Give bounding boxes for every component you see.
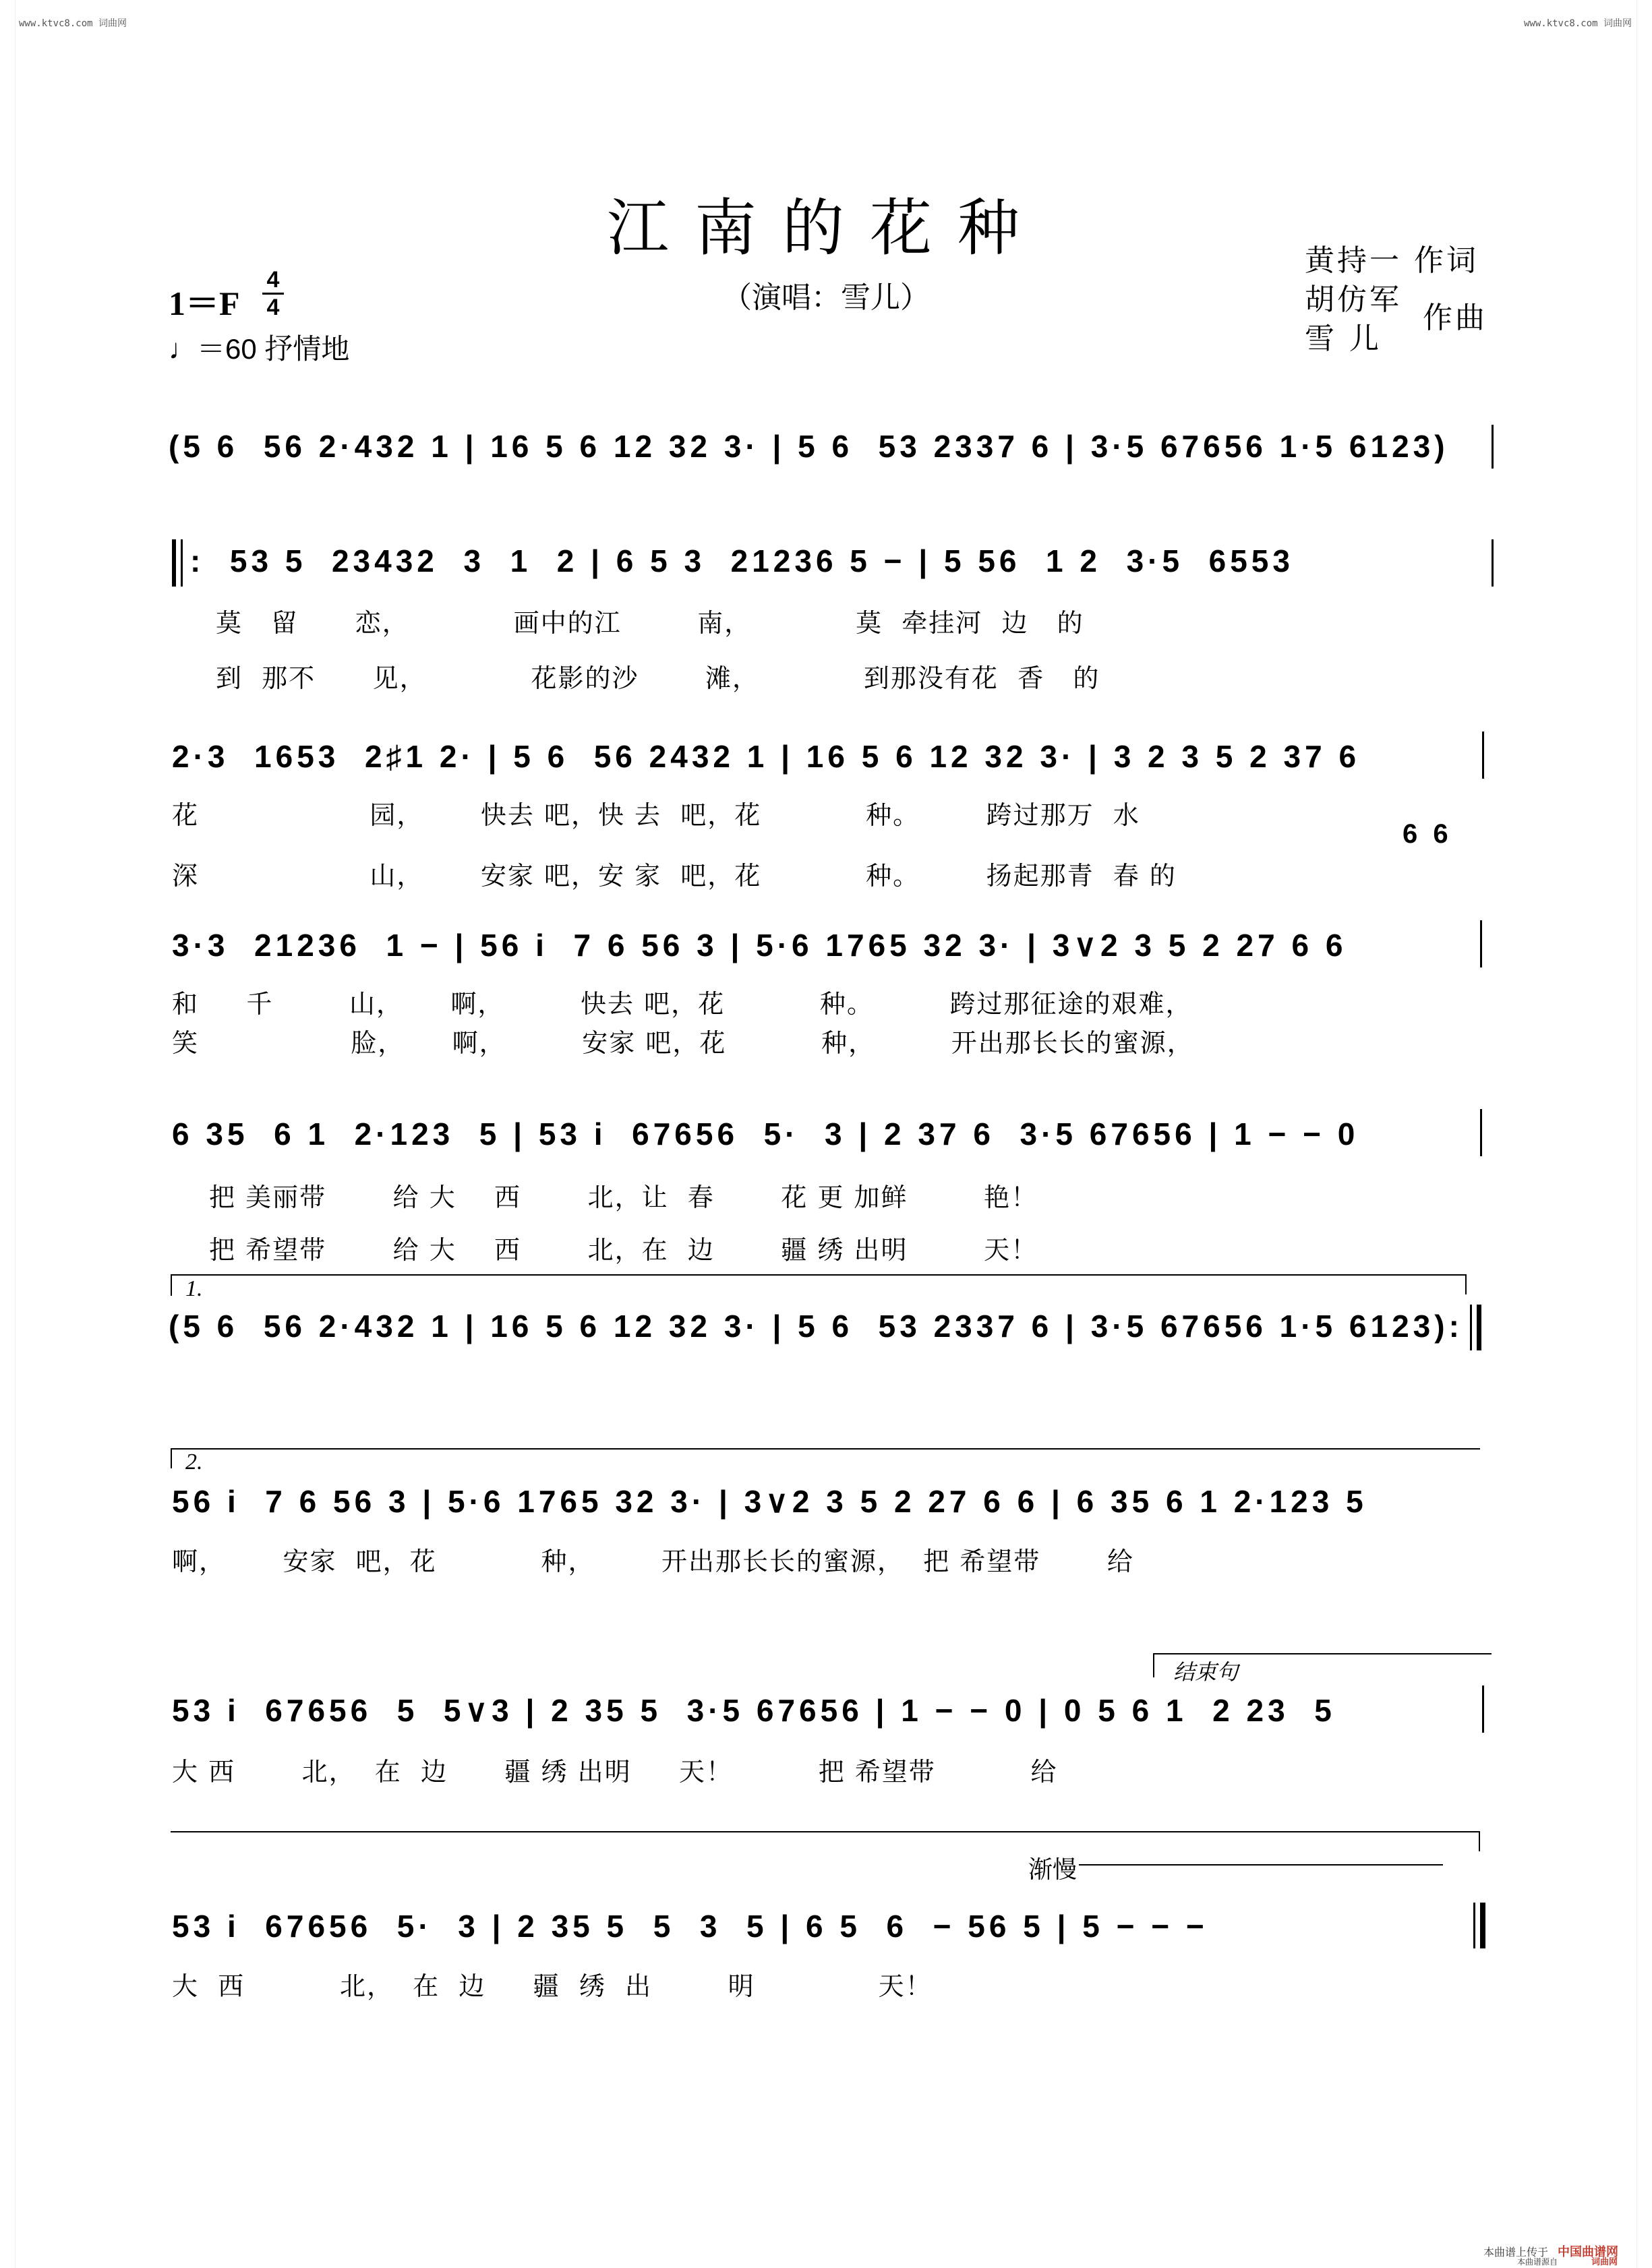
- score-line-1: (5 6 56 2·432 1 | 16 5 6 12 32 3· | 5 6 53 2337 6 | 3·5 67656 1·5 6123): [169, 429, 1449, 464]
- key-signature: 1＝F: [169, 285, 240, 322]
- ritardando-line: [1079, 1864, 1443, 1866]
- lyric-line-2-verse-2: 到 那不 见， 花影的沙 滩， 到那没有花 香 的: [216, 663, 1100, 693]
- lyric-line-3-verse-1: 花 园， 快去 吧，快 去 吧，花 种。 跨过那万 水: [172, 800, 1140, 830]
- composer-role: 作曲: [1423, 301, 1487, 335]
- lyric-line-4-verse-1: 和 千 山， 啊， 快去 吧，花 种。 跨过那征途的艰难，: [172, 989, 1193, 1019]
- barline-end-1: [1492, 425, 1494, 469]
- score-line-8: 53 i 67656 5 5∨3 | 2 35 5 3·5 67656 | 1 − − 0 | 0 5 6 1 2 23 5: [172, 1693, 1336, 1728]
- lyricist-credit: 黄持一 作词: [1305, 243, 1479, 278]
- score-line-5: 6 35 6 1 2·123 5 | 53 i 67656 5· 3 | 2 37 6 3·5 67656 | 1 − − 0: [172, 1116, 1359, 1152]
- footer-upload-text: 本曲谱上传于: [1483, 2246, 1549, 2259]
- volta-bracket-1: [171, 1274, 1467, 1296]
- volta-label-2: 2.: [185, 1450, 203, 1474]
- lyric-line-2-verse-1: 莫 留 恋， 画中的江 南， 莫 牵挂河 边 的: [216, 608, 1084, 638]
- right-margin-strip: [1636, 0, 1652, 2268]
- volta-bracket-1-end: [1465, 1274, 1467, 1294]
- score-line-3-extra-notes: 6 6: [1403, 819, 1452, 849]
- repeat-start-thick: [172, 539, 176, 587]
- site-watermark-left: www.ktvc8.com 词曲网: [19, 18, 127, 29]
- score-line-9: 53 i 67656 5· 3 | 2 35 5 5 3 5 | 6 5 6 − 56 5 | 5 − − −: [172, 1909, 1208, 1944]
- ritardando-marking: 渐慢: [1028, 1856, 1078, 1884]
- barline-end-8: [1482, 1685, 1484, 1733]
- site-watermark-right: www.ktvc8.com 词曲网: [1523, 18, 1632, 29]
- barline-end-2: [1492, 539, 1494, 587]
- footer-logo: 中国曲谱网: [1558, 2245, 1618, 2259]
- lyric-line-5-verse-2: 把 希望带 给 大 西 北，在 边 疆 绣 出明 天！: [209, 1235, 1038, 1265]
- score-line-3: 2·3 1653 2♯1 2· | 5 6 56 2432 1 | 16 5 6 12 32 3· | 3 2 3 5 2 37 6: [172, 739, 1361, 774]
- barline-end-4: [1480, 920, 1482, 967]
- repeat-end-thick: [1477, 1305, 1481, 1350]
- score-line-6: (5 6 56 2·432 1 | 16 5 6 12 32 3· | 5 6 53 2337 6 | 3·5 67656 1·5 6123):: [169, 1309, 1463, 1344]
- final-barline-thick: [1480, 1903, 1485, 1948]
- tempo-marking: ♩＝60 抒情地: [169, 333, 350, 365]
- ending-label: 结束句: [1173, 1660, 1239, 1684]
- time-signature: [260, 268, 287, 319]
- left-margin-strip: [0, 0, 16, 2268]
- singer-credit: （演唱：雪儿）: [722, 280, 930, 315]
- volta-bracket-2: [171, 1448, 1480, 1468]
- time-signature-bottom: 4: [266, 295, 280, 320]
- score-line-4: 3·3 21236 1 − | 56 i 7 6 56 3 | 5·6 1765 32 3· | 3∨2 3 5 2 27 6 6: [172, 928, 1347, 963]
- lyric-line-8: 大 西 北， 在 边 疆 绣 出明 天！ 把 希望带 给: [172, 1757, 1058, 1787]
- footer-logo-2: 词曲网: [1591, 2257, 1618, 2267]
- lyric-line-7: 啊， 安家 吧，花 种， 开出那长长的蜜源， 把 希望带 给: [172, 1547, 1134, 1576]
- score-line-7: 56 i 7 6 56 3 | 5·6 1765 32 3· | 3∨2 3 5 2 27 6 6 | 6 35 6 1 2·123 5: [172, 1484, 1367, 1519]
- lyric-line-5-verse-1: 把 美丽带 给 大 西 北，让 春 花 更 加鲜 艳！: [209, 1183, 1038, 1212]
- volta-label-1: 1.: [185, 1276, 203, 1301]
- lyric-line-4-verse-2: 笑 脸， 啊， 安家 吧，花 种， 开出那长长的蜜源，: [172, 1028, 1194, 1058]
- section-rule-end: [1479, 1831, 1480, 1851]
- composer-credit-1: 胡仿军: [1305, 282, 1402, 317]
- score-line-2: : 53 5 23432 3 1 2 | 6 5 3 21236 5 − | 5 56 1 2 3·5 6553: [190, 543, 1294, 578]
- final-barline-thin: [1473, 1903, 1475, 1948]
- song-title: 江南的花种: [606, 192, 1045, 264]
- repeat-end-thin: [1470, 1305, 1472, 1350]
- composer-credit-2: 雪 儿: [1305, 322, 1382, 356]
- section-rule: [171, 1831, 1479, 1832]
- lyric-line-3-verse-2: 深 山， 安家 吧，安 家 吧，花 种。 扬起那青 春 的: [172, 861, 1177, 891]
- lyric-line-9: 大 西 北， 在 边 疆 绣 出 明 天！: [172, 1971, 933, 2001]
- repeat-start-thin: [181, 539, 183, 587]
- barline-end-5: [1480, 1109, 1482, 1156]
- barline-end-3: [1482, 732, 1484, 779]
- time-signature-top: 4: [266, 267, 280, 293]
- footer-source-text: 本曲谱源自: [1517, 2257, 1558, 2267]
